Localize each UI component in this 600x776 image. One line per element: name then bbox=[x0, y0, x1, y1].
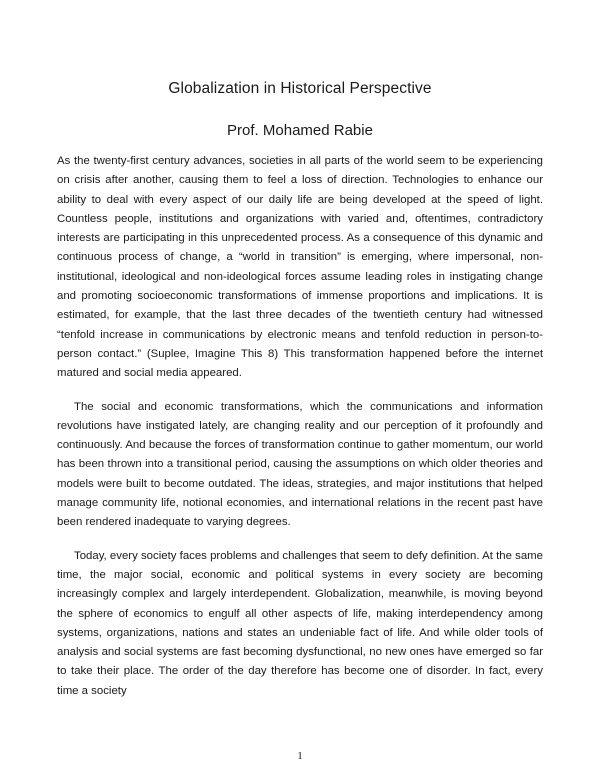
document-title: Globalization in Historical Perspective bbox=[168, 80, 432, 97]
paragraph-2: The social and economic transformations, which the communications and information revolutions have instigated lately, are changing reality and our perception of it profoundly and continuously. And because the forces of transformation continue to gather momentum, our world has been thrown into a transitional period, causing the assumptions on which older theories and models were built to become outdated. The ideas, strategies, and major institutions that helped manage community life, notional economies, and international relations in the recent past have been rendered inadequate to varying degrees. bbox=[57, 400, 543, 529]
page-number: 1 bbox=[297, 750, 303, 762]
body-text bbox=[57, 152, 543, 715]
paragraph-1: As the twenty-first century advances, societies in all parts of the world seem to be experiencing on crisis after another, causing them to feel a loss of direction. Technologies to enhance our ability to deal with every aspect of our daily life are being developed at the speed of light. Countless people, institutions and organizations with varied and, oftentimes, contradictory interests are participating in this unprecedented process. As a consequence of this dynamic and continuous process of change, a “world in transition” is emerging, where impersonal, non-institutional, ideological and non-ideological forces assume leading roles in instigating change and promoting socioeconomic transformations of immense proportions and implications. It is estimated, for example, that the last three decades of the twentieth century had witnessed “tenfold increase in communications by electronic means and tenfold reduction in person-to-person contact.” (Suplee, Imagine This 8) This transformation happened before the internet matured and social media appeared. bbox=[57, 155, 543, 380]
author-name: Prof. Mohamed Rabie bbox=[227, 122, 373, 139]
paragraph-3: Today, every society faces problems and challenges that seem to defy definition. At the same time, the major social, economic and political systems in every society are becoming increasingly complex and largely interdependent. Globalization, meanwhile, is moving beyond the sphere of economics to engulf all other aspects of life, making interdependency among systems, organizations, nations and states an undeniable fact of life. And while older tools of analysis and social systems are fast becoming dysfunctional, no new ones have emerged so far to take their place. The order of the day therefore has become one of disorder. In fact, every time a society bbox=[57, 549, 543, 697]
